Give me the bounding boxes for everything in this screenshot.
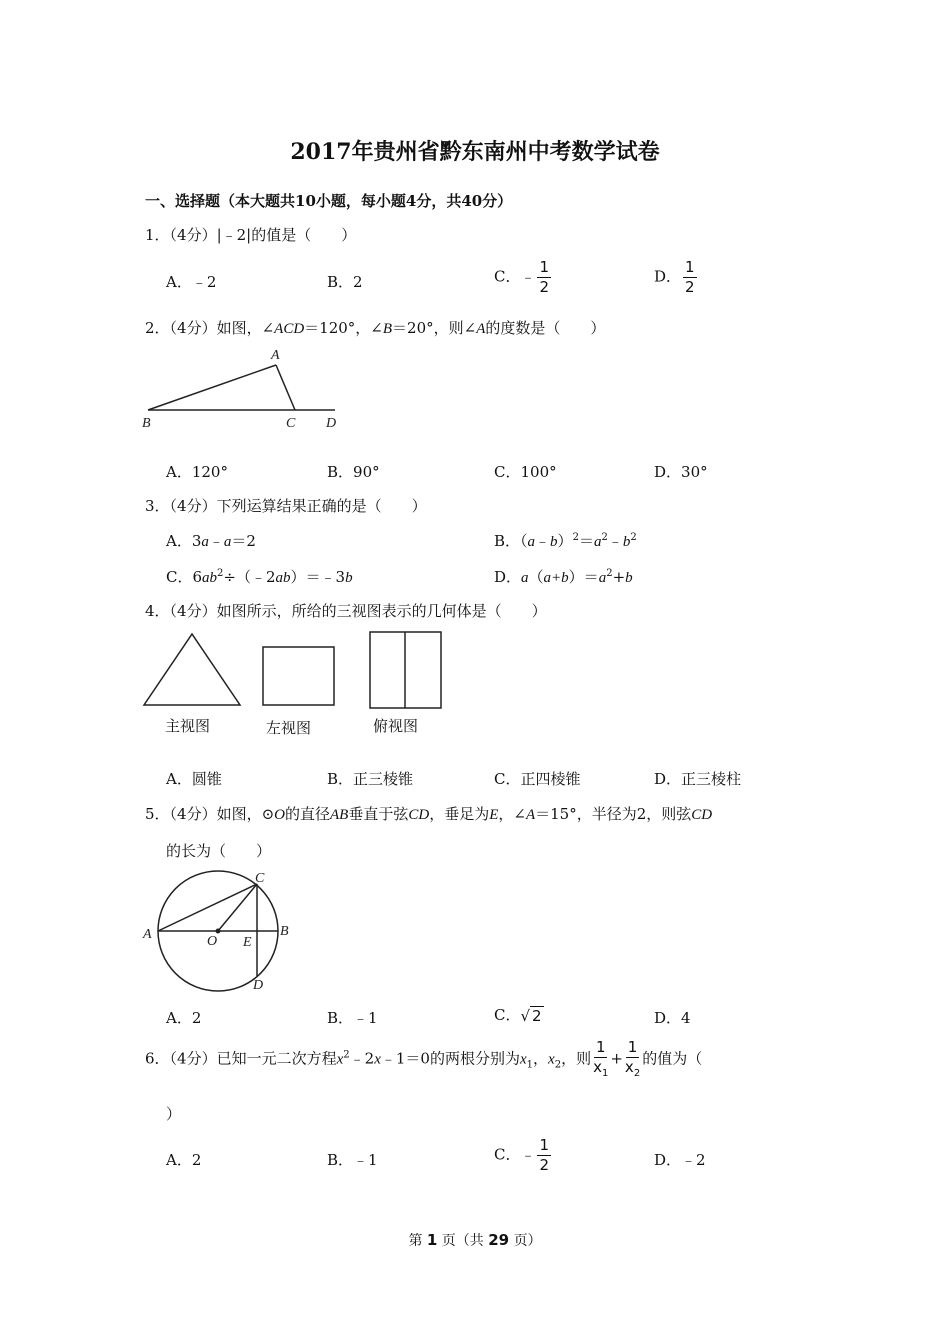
q5-option-c[interactable]	[494, 1004, 544, 1025]
stem-var: E	[489, 807, 499, 823]
text: +	[612, 568, 626, 586]
label-d: D	[326, 416, 337, 431]
var: b	[550, 534, 558, 550]
q4-three-views-figure	[140, 628, 450, 710]
fraction-numerator: 1	[539, 258, 550, 276]
left-view-caption: 左视图	[266, 719, 312, 737]
text: ）＝	[568, 568, 599, 586]
stem-var: CD	[408, 807, 430, 823]
q5-option-a[interactable]: A．2	[166, 1009, 202, 1027]
subscript: 1	[526, 1059, 533, 1071]
label-a: A	[143, 927, 152, 942]
text: ﹣	[607, 532, 623, 550]
text: ）	[557, 532, 573, 550]
stem-text: 2．（4分）如图，∠	[145, 319, 275, 337]
page-title: 2017年贵州省黔东南州中考数学试卷	[290, 139, 660, 165]
text: （	[528, 568, 544, 586]
stem-var: AB	[330, 807, 349, 823]
var: a	[201, 534, 209, 550]
q1-option-d-fraction	[683, 260, 697, 295]
q2-triangle-figure	[140, 342, 350, 437]
front-view-triangle	[144, 634, 240, 705]
q6-option-c-label: C．﹣	[494, 1145, 536, 1164]
q1-stem: 1．（4分）|﹣2|的值是（ ）	[145, 226, 357, 244]
subscript: 1	[601, 1068, 609, 1079]
q2-option-b[interactable]: B．90°	[327, 463, 380, 481]
q3-stem: 3．（4分）下列运算结果正确的是（ ）	[145, 497, 427, 515]
q4-option-d[interactable]: D．正三棱柱	[654, 770, 742, 788]
fraction-denominator: 2	[539, 1156, 550, 1174]
segment-ba	[148, 365, 276, 410]
stem-text: 的度数是（ ）	[485, 319, 606, 337]
front-view-caption: 主视图	[165, 717, 211, 735]
fraction-1-over-x2	[625, 1040, 640, 1079]
fraction-denominator	[593, 1058, 608, 1079]
q6-option-d[interactable]: D．﹣2	[654, 1151, 706, 1169]
q2-option-c[interactable]: C．100°	[494, 463, 557, 481]
radicand: 2	[532, 1007, 542, 1025]
top-view-caption: 俯视图	[373, 717, 419, 735]
label-b: B	[142, 416, 151, 431]
var: a	[593, 534, 602, 550]
q1-option-c[interactable]	[494, 260, 553, 295]
var: a	[598, 570, 607, 586]
exponent: 2	[217, 568, 224, 579]
text: ÷（﹣2	[223, 568, 276, 586]
text: ﹣	[535, 532, 551, 550]
q6-option-c-fraction	[537, 1138, 551, 1173]
var: a	[521, 570, 529, 586]
var: a+b	[543, 570, 569, 586]
stem-text: ，则	[561, 1049, 592, 1068]
label-b: B	[280, 924, 289, 939]
segment-ac	[276, 365, 295, 410]
stem-var: A	[476, 321, 486, 337]
exponent: 2	[630, 532, 637, 543]
fraction-denominator	[625, 1058, 640, 1079]
var: b	[345, 570, 353, 586]
q3-option-b[interactable]	[494, 530, 637, 551]
stem-text: 垂直于弦	[348, 805, 409, 823]
stem-text: 的直径	[285, 805, 331, 823]
stem-text: ，∠	[498, 805, 526, 823]
q6-stem-line2: ）	[166, 1105, 182, 1123]
stem-var: x	[548, 1051, 555, 1068]
stem-text: ＝120°，∠	[304, 319, 383, 337]
q4-stem: 4．（4分）如图所示，所给的三视图表示的几何体是（ ）	[145, 602, 547, 620]
fraction-numerator: 1	[627, 1038, 638, 1056]
text: A．3	[166, 532, 202, 550]
var: b	[625, 570, 633, 586]
label-o: O	[207, 934, 218, 949]
q3-option-c[interactable]	[166, 566, 353, 587]
q2-option-a[interactable]: A．120°	[166, 463, 228, 481]
q1-option-a[interactable]: A．﹣2	[166, 273, 217, 291]
q1-option-d[interactable]	[654, 260, 699, 295]
total-pages: 29	[488, 1231, 510, 1249]
center-point	[216, 929, 221, 934]
den-var: x	[593, 1058, 602, 1076]
den-var: x	[624, 1058, 634, 1076]
stem-text: 5．（4分）如图，⊙	[145, 805, 275, 823]
stem-var: A	[525, 807, 536, 823]
fraction-denominator: 2	[539, 278, 550, 296]
label-e: E	[243, 935, 252, 950]
var: ab	[275, 570, 291, 586]
q4-option-c[interactable]: C．正四棱锥	[494, 770, 581, 788]
stem-text: ﹣2	[349, 1049, 375, 1068]
q6-stem	[145, 1040, 702, 1079]
stem-text: ，	[533, 1049, 549, 1068]
stem-var: x	[519, 1051, 527, 1068]
stem-var: B	[382, 321, 393, 337]
q2-option-d[interactable]: D．30°	[654, 463, 708, 481]
var: a	[223, 534, 232, 550]
stem-text: ，垂足为	[429, 805, 490, 823]
stem-var: x	[336, 1051, 344, 1068]
plus-sign: +	[610, 1049, 623, 1068]
q3-option-d[interactable]	[494, 566, 633, 587]
fraction-denominator: 2	[685, 278, 695, 296]
q1-option-c-label: C．﹣	[494, 267, 536, 286]
q1-option-b[interactable]: B．2	[327, 273, 363, 291]
stem-var: ACD	[274, 321, 305, 337]
exponent: 2	[572, 532, 579, 543]
subscript: 2	[633, 1068, 641, 1079]
var: b	[622, 534, 631, 550]
text: ﹣	[208, 532, 224, 550]
q5-option-c-label: C．	[494, 1006, 521, 1024]
text: ＝2	[231, 532, 256, 550]
q3-option-a[interactable]	[166, 530, 256, 551]
footer-text: 页）	[513, 1233, 542, 1249]
subscript: 2	[554, 1059, 562, 1071]
text: C．6	[166, 568, 203, 586]
q6-option-c[interactable]	[494, 1138, 553, 1173]
stem-text: ﹣1＝0的两根分别为	[380, 1049, 520, 1068]
q6-option-a[interactable]: A．2	[166, 1151, 202, 1169]
label-a: A	[271, 348, 280, 363]
stem-text: ＝20°，则∠	[392, 319, 477, 337]
stem-text: ＝15°，半径为2，则弦	[535, 805, 692, 823]
q2-stem	[145, 317, 605, 338]
page-footer	[0, 1230, 950, 1250]
q4-option-a[interactable]: A．圆锥	[166, 770, 222, 788]
section-heading: 一、选择题（本大题共10小题，每小题4分，共40分）	[145, 192, 513, 210]
segment-oc	[218, 884, 257, 931]
label-c: C	[255, 871, 265, 886]
left-view-rectangle	[263, 647, 334, 705]
fraction-numerator: 1	[685, 258, 695, 276]
var: a	[527, 534, 536, 550]
page-number: 1	[426, 1231, 438, 1249]
q5-stem	[145, 803, 712, 824]
text: D．	[494, 568, 522, 586]
text: B．（	[494, 532, 528, 550]
stem-var: x	[374, 1051, 381, 1068]
label-c: C	[286, 416, 296, 431]
fraction-numerator: 1	[539, 1136, 550, 1154]
q4-option-b[interactable]: B．正三棱锥	[327, 770, 414, 788]
q1-option-c-fraction	[537, 260, 551, 295]
footer-text: 页（共	[441, 1233, 484, 1249]
var: ab	[202, 570, 218, 586]
fraction-1-over-x1	[593, 1040, 608, 1079]
fraction-numerator: 1	[595, 1038, 606, 1056]
stem-var: O	[274, 807, 285, 823]
exponent: 2	[601, 532, 608, 543]
label-d: D	[253, 978, 264, 993]
text: ）＝﹣3	[290, 568, 346, 586]
stem-text: 6．（4分）已知一元二次方程	[145, 1049, 337, 1068]
text: ＝	[578, 532, 594, 550]
q5-option-b[interactable]: B．﹣1	[327, 1009, 378, 1027]
stem-text: 的值为（	[642, 1049, 703, 1068]
footer-text: 第	[408, 1233, 423, 1249]
exponent: 2	[343, 1049, 350, 1061]
q5-option-d[interactable]: D．4	[654, 1009, 691, 1027]
exponent: 2	[606, 568, 613, 579]
stem-var: CD	[691, 807, 713, 823]
sqrt-icon: √ 2	[520, 1007, 542, 1025]
q1-option-d-label: D．	[654, 267, 682, 286]
q5-circle-figure	[140, 866, 300, 994]
q5-stem-line2: 的长为（ ）	[166, 842, 272, 860]
q6-option-b[interactable]: B．﹣1	[327, 1151, 378, 1169]
